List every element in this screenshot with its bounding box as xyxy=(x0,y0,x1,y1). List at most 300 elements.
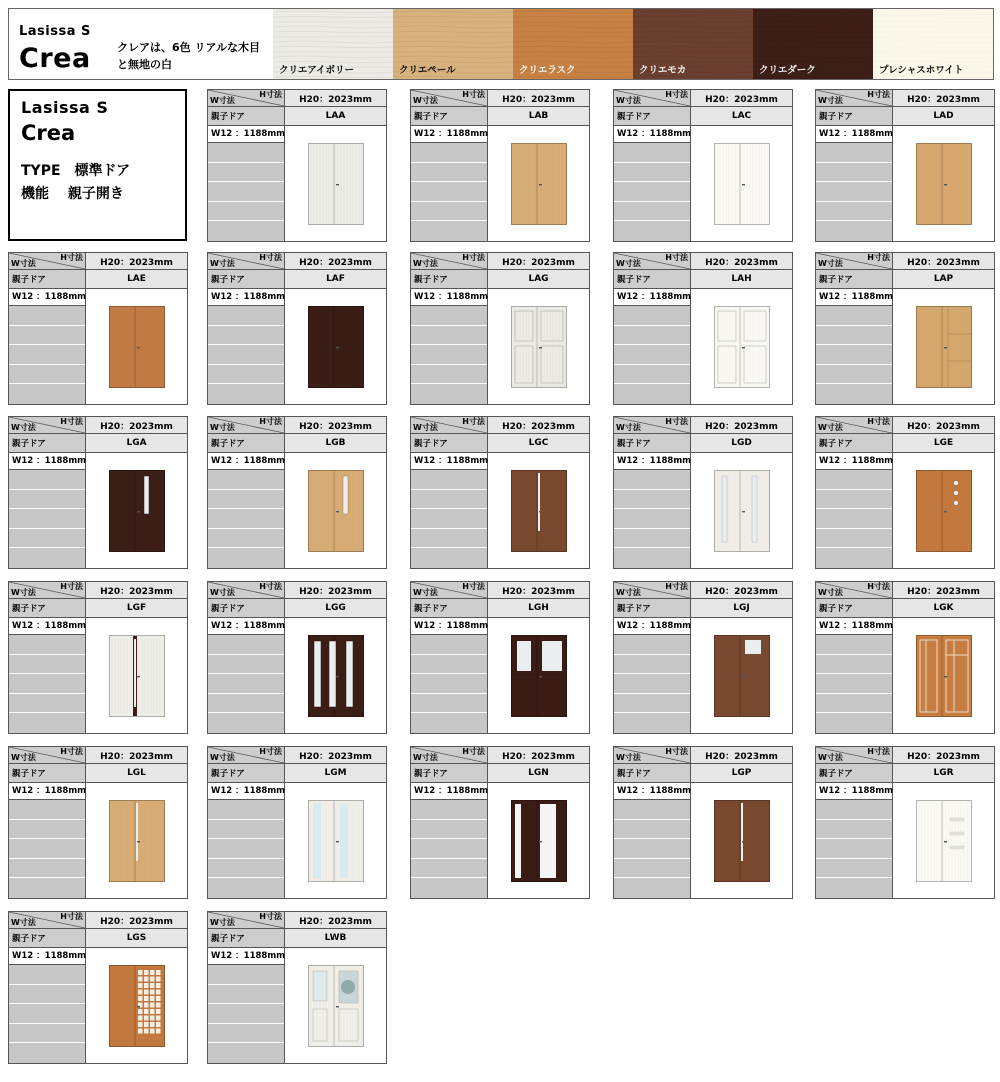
door-image xyxy=(894,126,994,241)
card-code-row xyxy=(208,434,386,453)
height-value: H20：2023mm xyxy=(488,253,589,270)
w-dimension-label: W寸法 xyxy=(616,753,641,762)
blank-row xyxy=(411,345,487,365)
blank-row xyxy=(816,202,892,222)
blank-row xyxy=(9,635,85,655)
dimension-corner xyxy=(208,582,285,599)
blank-row xyxy=(816,490,892,510)
info-name: Crea xyxy=(21,121,76,145)
w-dimension-label: W寸法 xyxy=(413,588,438,597)
door-image xyxy=(286,126,386,241)
door-image xyxy=(489,289,589,404)
width-value: W12 ：1188mm xyxy=(614,618,690,635)
h-dimension-label: H寸法 xyxy=(665,417,688,426)
dimension-corner xyxy=(9,582,86,599)
width-value: W12 ：1188mm xyxy=(208,289,284,306)
blank-row xyxy=(411,143,487,163)
w-dimension-label: W寸法 xyxy=(413,753,438,762)
h-dimension-label: H寸法 xyxy=(867,582,890,591)
door-code: LAE xyxy=(86,270,187,289)
swatch-label: クリエアイボリー xyxy=(279,65,354,76)
door-image xyxy=(692,289,792,404)
info-type: TYPE 標準ドア xyxy=(21,163,131,179)
card-code-row xyxy=(9,599,187,618)
h-dimension-label: H寸法 xyxy=(259,417,282,426)
door-card xyxy=(410,581,590,734)
width-column xyxy=(208,783,285,899)
height-value: H20：2023mm xyxy=(893,582,994,599)
door-kind: 親子ドア xyxy=(816,764,893,783)
blank-row xyxy=(9,384,85,404)
width-value: W12 ：1188mm xyxy=(208,126,284,143)
banner-desc-line2: と無地の白 xyxy=(117,58,172,71)
blank-row xyxy=(614,221,690,241)
door-code: LGP xyxy=(691,764,792,783)
door-card xyxy=(8,581,188,734)
swatch-4 xyxy=(633,9,753,79)
h-dimension-label: H寸法 xyxy=(867,747,890,756)
blank-row xyxy=(9,306,85,326)
door-code: LAH xyxy=(691,270,792,289)
card-header-row xyxy=(208,90,386,107)
blank-row xyxy=(614,365,690,385)
width-value: W12 ：1188mm xyxy=(411,453,487,470)
h-dimension-label: H寸法 xyxy=(462,417,485,426)
blank-row xyxy=(9,1004,85,1024)
width-column xyxy=(208,289,285,405)
blank-row xyxy=(614,202,690,222)
w-dimension-label: W寸法 xyxy=(11,423,36,432)
blank-row xyxy=(411,878,487,898)
width-value: W12 ：1188mm xyxy=(816,126,892,143)
door-code: LAC xyxy=(691,107,792,126)
blank-row xyxy=(411,859,487,879)
card-code-row xyxy=(208,270,386,289)
card-code-row xyxy=(9,270,187,289)
card-header-row xyxy=(9,747,187,764)
dimension-corner xyxy=(208,747,285,764)
dimension-corner xyxy=(614,582,691,599)
blank-row xyxy=(411,182,487,202)
blank-row xyxy=(816,655,892,675)
door-image xyxy=(87,289,187,404)
blank-row xyxy=(208,635,284,655)
blank-row xyxy=(9,365,85,385)
h-dimension-label: H寸法 xyxy=(259,747,282,756)
blank-row xyxy=(411,202,487,222)
dimension-corner xyxy=(9,912,86,929)
door-card xyxy=(410,746,590,899)
blank-row xyxy=(816,674,892,694)
door-image xyxy=(692,618,792,733)
door-code: LGB xyxy=(285,434,386,453)
dimension-corner xyxy=(614,747,691,764)
width-column xyxy=(208,453,285,569)
dimension-corner xyxy=(208,90,285,107)
door-kind: 親子ドア xyxy=(816,107,893,126)
door-kind: 親子ドア xyxy=(9,764,86,783)
blank-row xyxy=(9,713,85,733)
swatch-label: クリエペール xyxy=(399,65,456,76)
width-value: W12 ：1188mm xyxy=(614,453,690,470)
blank-row xyxy=(9,1024,85,1044)
height-value: H20：2023mm xyxy=(86,747,187,764)
width-value: W12 ：1188mm xyxy=(411,783,487,800)
blank-row xyxy=(208,490,284,510)
door-kind: 親子ドア xyxy=(411,599,488,618)
w-dimension-label: W寸法 xyxy=(818,753,843,762)
swatch-3 xyxy=(513,9,633,79)
dimension-corner xyxy=(208,912,285,929)
card-code-row xyxy=(411,434,589,453)
dimension-corner xyxy=(9,253,86,270)
dimension-corner xyxy=(411,417,488,434)
door-card xyxy=(815,252,995,405)
blank-row xyxy=(411,655,487,675)
w-dimension-label: W寸法 xyxy=(818,259,843,268)
door-image xyxy=(286,453,386,568)
door-code: LAA xyxy=(285,107,386,126)
h-dimension-label: H寸法 xyxy=(462,747,485,756)
card-code-row xyxy=(208,599,386,618)
blank-row xyxy=(9,820,85,840)
width-value: W12 ：1188mm xyxy=(614,783,690,800)
dimension-corner xyxy=(816,417,893,434)
door-kind: 親子ドア xyxy=(9,434,86,453)
door-image xyxy=(87,618,187,733)
width-value: W12 ：1188mm xyxy=(208,618,284,635)
blank-row xyxy=(9,655,85,675)
w-dimension-label: W寸法 xyxy=(210,96,235,105)
door-image xyxy=(692,783,792,898)
blank-row xyxy=(208,655,284,675)
blank-row xyxy=(208,820,284,840)
door-image xyxy=(286,783,386,898)
blank-row xyxy=(816,713,892,733)
height-value: H20：2023mm xyxy=(691,253,792,270)
blank-row xyxy=(411,490,487,510)
blank-row xyxy=(411,820,487,840)
door-image xyxy=(894,453,994,568)
card-header-row xyxy=(208,747,386,764)
dimension-corner xyxy=(816,90,893,107)
door-image xyxy=(489,126,589,241)
dimension-corner xyxy=(9,747,86,764)
door-kind: 親子ドア xyxy=(208,599,285,618)
blank-row xyxy=(9,548,85,568)
blank-row xyxy=(816,326,892,346)
width-column xyxy=(9,948,86,1064)
dimension-corner xyxy=(208,417,285,434)
blank-row xyxy=(614,839,690,859)
blank-row xyxy=(208,202,284,222)
dimension-corner xyxy=(411,90,488,107)
h-dimension-label: H寸法 xyxy=(60,417,83,426)
w-dimension-label: W寸法 xyxy=(413,96,438,105)
blank-row xyxy=(614,509,690,529)
blank-row xyxy=(9,674,85,694)
blank-row xyxy=(411,529,487,549)
width-value: W12 ：1188mm xyxy=(9,453,85,470)
width-column xyxy=(411,783,488,899)
width-value: W12 ：1188mm xyxy=(816,783,892,800)
swatch-label: クリエラスク xyxy=(519,65,576,76)
height-value: H20：2023mm xyxy=(691,747,792,764)
banner-title-area xyxy=(9,9,273,79)
width-column xyxy=(816,453,893,569)
blank-row xyxy=(614,548,690,568)
blank-row xyxy=(9,509,85,529)
height-value: H20：2023mm xyxy=(285,417,386,434)
w-dimension-label: W寸法 xyxy=(210,918,235,927)
door-code: LGN xyxy=(488,764,589,783)
dimension-corner xyxy=(411,582,488,599)
banner-name: Crea xyxy=(19,43,91,74)
blank-row xyxy=(614,655,690,675)
door-kind: 親子ドア xyxy=(208,107,285,126)
door-card xyxy=(613,416,793,569)
door-code: LGH xyxy=(488,599,589,618)
blank-row xyxy=(208,470,284,490)
h-dimension-label: H寸法 xyxy=(665,747,688,756)
door-image xyxy=(894,289,994,404)
w-dimension-label: W寸法 xyxy=(210,753,235,762)
card-header-row xyxy=(208,253,386,270)
blank-row xyxy=(208,878,284,898)
width-value: W12 ：1188mm xyxy=(208,948,284,965)
swatch-label: クリエダーク xyxy=(759,65,816,76)
card-code-row xyxy=(816,270,994,289)
blank-row xyxy=(208,529,284,549)
door-code: LGD xyxy=(691,434,792,453)
door-image xyxy=(286,618,386,733)
height-value: H20：2023mm xyxy=(691,582,792,599)
h-dimension-label: H寸法 xyxy=(60,747,83,756)
door-card xyxy=(8,252,188,405)
door-code: LWB xyxy=(285,929,386,948)
blank-row xyxy=(208,365,284,385)
swatch-2 xyxy=(393,9,513,79)
blank-row xyxy=(411,306,487,326)
blank-row xyxy=(411,509,487,529)
door-card xyxy=(613,581,793,734)
banner-series: Lasissa S xyxy=(19,24,91,39)
card-header-row xyxy=(208,417,386,434)
width-value: W12 ：1188mm xyxy=(208,453,284,470)
width-value: W12 ：1188mm xyxy=(411,126,487,143)
blank-row xyxy=(9,326,85,346)
dimension-corner xyxy=(816,582,893,599)
blank-row xyxy=(614,694,690,714)
card-code-row xyxy=(614,434,792,453)
width-column xyxy=(411,453,488,569)
h-dimension-label: H寸法 xyxy=(462,90,485,99)
blank-row xyxy=(816,182,892,202)
blank-row xyxy=(816,509,892,529)
blank-row xyxy=(208,345,284,365)
w-dimension-label: W寸法 xyxy=(11,588,36,597)
card-header-row xyxy=(411,417,589,434)
height-value: H20：2023mm xyxy=(285,582,386,599)
door-kind: 親子ドア xyxy=(208,270,285,289)
card-code-row xyxy=(816,107,994,126)
door-card xyxy=(8,911,188,1064)
blank-row xyxy=(614,143,690,163)
blank-row xyxy=(9,470,85,490)
door-card xyxy=(207,581,387,734)
card-code-row xyxy=(411,107,589,126)
blank-row xyxy=(208,1024,284,1044)
door-kind: 親子ドア xyxy=(816,270,893,289)
door-card xyxy=(207,416,387,569)
blank-row xyxy=(816,384,892,404)
width-column xyxy=(411,289,488,405)
blank-row xyxy=(614,859,690,879)
blank-row xyxy=(614,800,690,820)
door-image xyxy=(692,453,792,568)
door-kind: 親子ドア xyxy=(411,107,488,126)
h-dimension-label: H寸法 xyxy=(867,90,890,99)
door-image xyxy=(692,126,792,241)
card-header-row xyxy=(411,747,589,764)
width-column xyxy=(208,126,285,242)
blank-row xyxy=(208,509,284,529)
door-card xyxy=(815,581,995,734)
blank-row xyxy=(816,163,892,183)
card-header-row xyxy=(9,417,187,434)
w-dimension-label: W寸法 xyxy=(616,588,641,597)
blank-row xyxy=(411,635,487,655)
card-code-row xyxy=(614,764,792,783)
h-dimension-label: H寸法 xyxy=(60,912,83,921)
card-header-row xyxy=(208,582,386,599)
blank-row xyxy=(208,674,284,694)
w-dimension-label: W寸法 xyxy=(11,918,36,927)
card-header-row xyxy=(9,912,187,929)
door-image xyxy=(894,618,994,733)
card-code-row xyxy=(816,764,994,783)
w-dimension-label: W寸法 xyxy=(413,259,438,268)
blank-row xyxy=(614,326,690,346)
card-code-row xyxy=(9,764,187,783)
blank-row xyxy=(9,839,85,859)
swatch-5 xyxy=(753,9,873,79)
card-code-row xyxy=(816,434,994,453)
card-header-row xyxy=(208,912,386,929)
blank-row xyxy=(816,878,892,898)
blank-row xyxy=(9,859,85,879)
door-code: LGM xyxy=(285,764,386,783)
blank-row xyxy=(208,800,284,820)
blank-row xyxy=(208,985,284,1005)
banner-description xyxy=(117,39,260,73)
blank-row xyxy=(614,345,690,365)
door-code: LAB xyxy=(488,107,589,126)
blank-row xyxy=(614,306,690,326)
blank-row xyxy=(411,221,487,241)
h-dimension-label: H寸法 xyxy=(60,582,83,591)
blank-row xyxy=(614,384,690,404)
door-card xyxy=(410,89,590,242)
width-column xyxy=(9,783,86,899)
door-kind: 親子ドア xyxy=(816,434,893,453)
blank-row xyxy=(614,635,690,655)
blank-row xyxy=(208,859,284,879)
card-header-row xyxy=(614,417,792,434)
blank-row xyxy=(208,839,284,859)
door-kind: 親子ドア xyxy=(614,107,691,126)
door-code: LGC xyxy=(488,434,589,453)
blank-row xyxy=(614,878,690,898)
door-card xyxy=(207,89,387,242)
height-value: H20：2023mm xyxy=(893,90,994,107)
card-code-row xyxy=(411,764,589,783)
door-card xyxy=(207,746,387,899)
height-value: H20：2023mm xyxy=(488,417,589,434)
height-value: H20：2023mm xyxy=(86,912,187,929)
width-column xyxy=(816,289,893,405)
width-value: W12 ：1188mm xyxy=(9,783,85,800)
card-code-row xyxy=(614,270,792,289)
door-kind: 親子ドア xyxy=(208,764,285,783)
dimension-corner xyxy=(9,417,86,434)
height-value: H20：2023mm xyxy=(488,90,589,107)
dimension-corner xyxy=(411,253,488,270)
h-dimension-label: H寸法 xyxy=(259,253,282,262)
card-code-row xyxy=(208,107,386,126)
card-code-row xyxy=(208,764,386,783)
blank-row xyxy=(208,1043,284,1063)
w-dimension-label: W寸法 xyxy=(818,588,843,597)
card-header-row xyxy=(9,582,187,599)
card-header-row xyxy=(816,747,994,764)
door-code: LGA xyxy=(86,434,187,453)
blank-row xyxy=(208,384,284,404)
width-column xyxy=(9,289,86,405)
card-code-row xyxy=(411,270,589,289)
door-card xyxy=(815,416,995,569)
door-kind: 親子ドア xyxy=(614,764,691,783)
h-dimension-label: H寸法 xyxy=(665,253,688,262)
h-dimension-label: H寸法 xyxy=(665,582,688,591)
height-value: H20：2023mm xyxy=(893,417,994,434)
blank-row xyxy=(208,306,284,326)
blank-row xyxy=(411,365,487,385)
door-card xyxy=(815,746,995,899)
door-code: LAD xyxy=(893,107,994,126)
door-code: LGS xyxy=(86,929,187,948)
height-value: H20：2023mm xyxy=(86,253,187,270)
card-header-row xyxy=(816,417,994,434)
card-code-row xyxy=(614,107,792,126)
h-dimension-label: H寸法 xyxy=(867,417,890,426)
door-kind: 親子ドア xyxy=(816,599,893,618)
card-header-row xyxy=(411,253,589,270)
door-card xyxy=(410,416,590,569)
blank-row xyxy=(208,163,284,183)
door-image xyxy=(87,948,187,1063)
width-column xyxy=(816,126,893,242)
door-kind: 親子ドア xyxy=(614,434,691,453)
door-card xyxy=(613,89,793,242)
blank-row xyxy=(411,163,487,183)
blank-row xyxy=(208,713,284,733)
blank-row xyxy=(208,143,284,163)
door-image xyxy=(286,948,386,1063)
width-value: W12 ：1188mm xyxy=(816,618,892,635)
width-column xyxy=(614,289,691,405)
width-column xyxy=(614,618,691,734)
